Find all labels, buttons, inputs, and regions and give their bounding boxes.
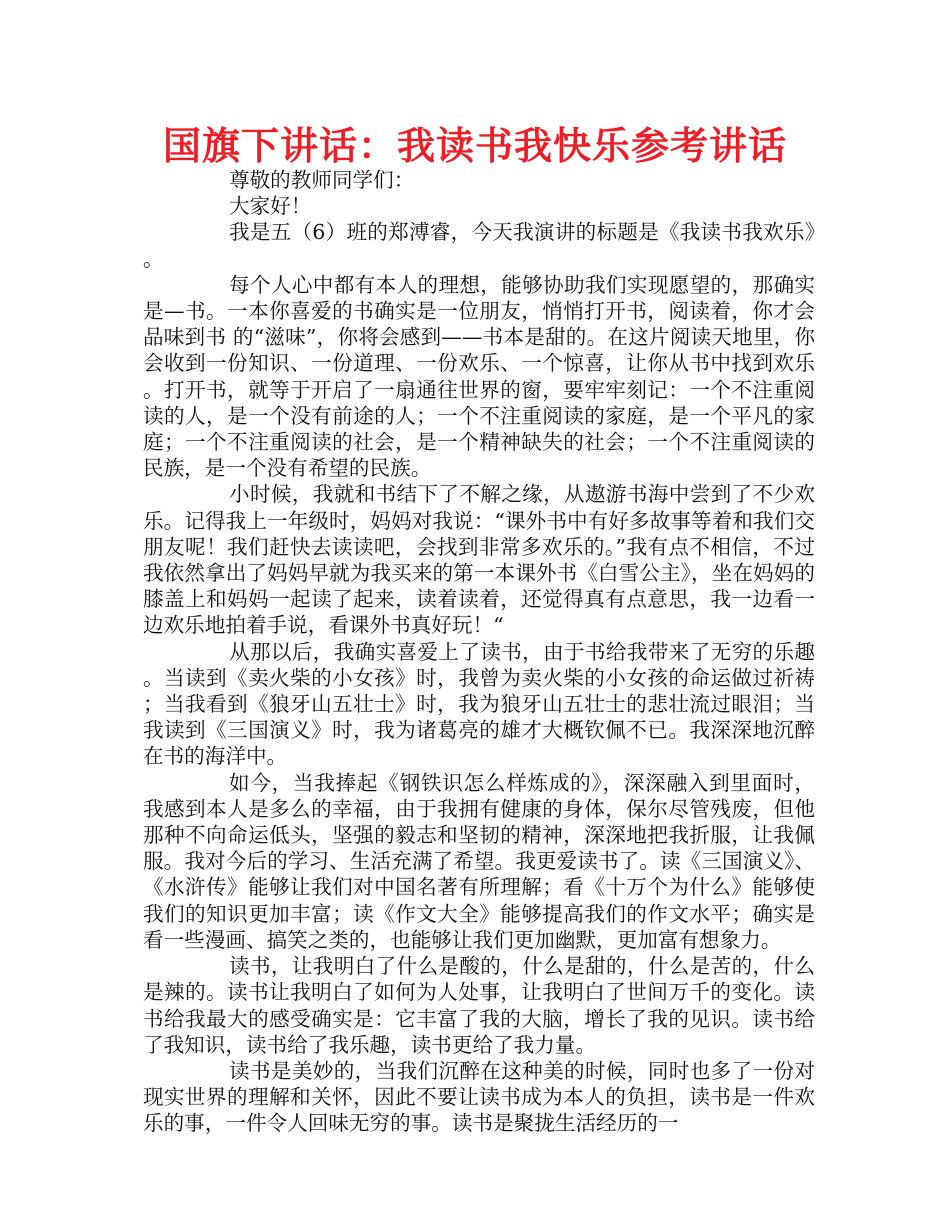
paragraph-salutation: 尊敬的教师同学们： (229, 168, 415, 192)
document-body (143, 167, 815, 1137)
paragraph-body: 从那以后，我确实喜爱上了读书，由于书给我带来了无穷的乐趣。当读到《卖火柴的小女孩》时，我曾为卖火柴的小女孩的命运做过祈祷；当我看到《狼牙山五壮士》时，我为狼牙山五壮士的悲壮流过眼泪；当我读到《三国演义》时，我为诸葛亮的雄才大概钦佩不已。我深深地沉醉在书的海洋中。 (143, 639, 815, 769)
paragraph-body: 小时候，我就和书结下了不解之缘，从遨游书海中尝到了不少欢乐。记得我上一年级时，妈妈对我说：“课外书中有好多故事等着和我们交朋友呢！我们赶快去读读吧，会找到非常多欢乐的。”我有点不相信，不过我依然拿出了妈妈早就为我买来的第一本课外书《白雪公主》，坐在妈妈的膝盖上和妈妈一起读了起来，读着读着，还觉得真有点意思，我一边看一边欢乐地拍着手说，看课外书真好玩！“ (143, 482, 815, 638)
paragraph-introduction: 我是五（6）班的郑溥睿，今天我演讲的标题是《我读书我欢乐》。 (143, 220, 815, 271)
paragraph-body: 读书，让我明白了什么是酸的，什么是甜的，什么是苦的，什么是辣的。读书让我明白了如何为人处事，让我明白了世间万千的变化。读书给我最大的感受确实是：它丰富了我的大脑，增长了我的见识。读书给了我知识，读书给了我乐趣，读书更给了我力量。 (143, 954, 815, 1057)
paragraph-body: 如今，当我捧起《钢铁识怎么样炼成的》，深深融入到里面时，我感到本人是多么的幸福，由于我拥有健康的身体，保尔尽管残废，但他那种不向命运低头，坚强的毅志和坚韧的精神，深深地把我折服，让我佩服。我对今后的学习、生活充满了希望。我更爱读书了。读《三国演义》、《水浒传》能够让我们对中国名著有所理解；看《十万个为什么》能够使我们的知识更加丰富；读《作文大全》能够提高我们的作文水平；确实是看一些漫画、搞笑之类的，也能够让我们更加幽默，更加富有想象力。 (143, 770, 815, 952)
paragraph-greeting: 大家好！ (229, 194, 312, 219)
document-title: 国旗下讲话：我读书我快乐参考讲话 (162, 124, 787, 168)
paragraph-body: 每个人心中都有本人的理想，能够协助我们实现愿望的，那确实是—书。一本你喜爱的书确实是一位朋友，悄悄打开书，阅读着，你才会品味到书 的“滋味”，你将会感到——书本是甜的。在这片阅读天地里，你会收到一份知识、一份道理、一份欢乐、一个惊喜，让你从书中找到欢乐。打开书，就等于开启了一扇通往世界的窗，要牢牢刻记：一个不注重阅读的人，是一个没有前途的人；一个不注重阅读的家庭，是一个平凡的家庭；一个不注重阅读的社会，是一个精神缺失的社会；一个不注重阅读的民族，是一个没有希望的民族。 (143, 272, 815, 481)
paragraph-body: 读书是美妙的，当我们沉醉在这种美的时候，同时也多了一份对现实世界的理解和关怀，因此不要让读书成为本人的负担，读书是一件欢乐的事，一件令人回味无穷的事。读书是聚拢生活经历的一 (143, 1058, 815, 1136)
